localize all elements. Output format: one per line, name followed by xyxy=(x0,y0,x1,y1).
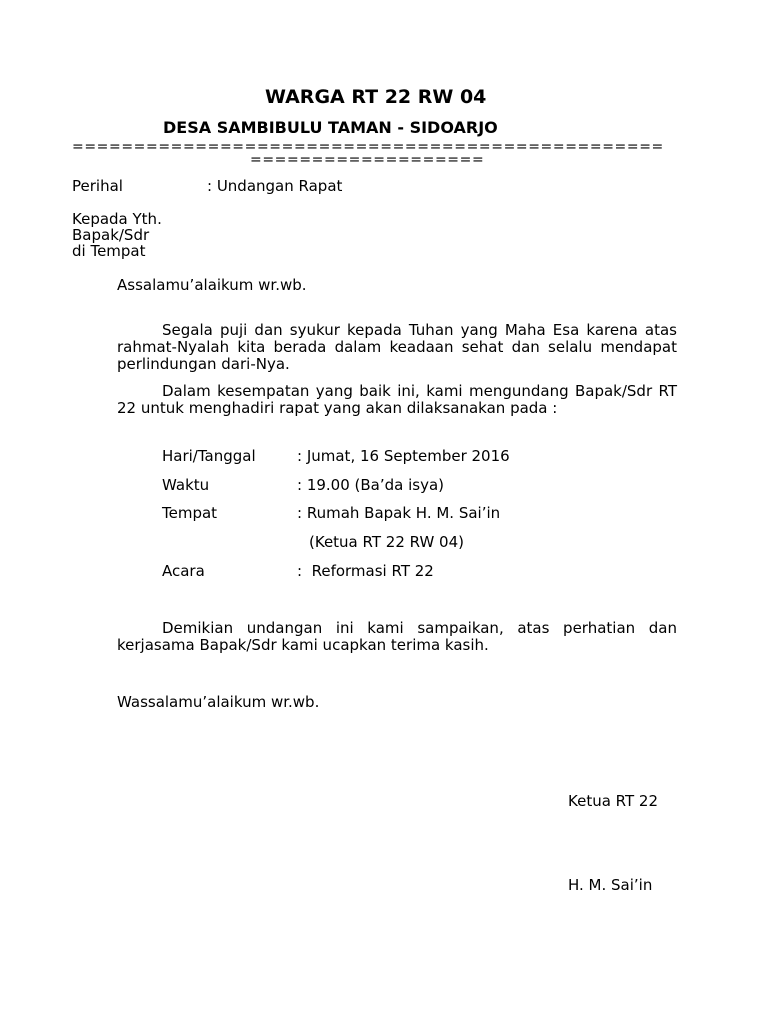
separator-line-2: =================== xyxy=(250,152,485,168)
signature-role: Ketua RT 22 xyxy=(568,792,659,810)
letterhead-subtitle: DESA SAMBIBULU TAMAN - SIDOARJO xyxy=(163,118,498,137)
time-value: : 19.00 (Ba’da isya) xyxy=(297,476,445,494)
paragraph-closing: Demikian undangan ini kami sampaikan, atas perhatian dan kerjasama Bapak/Sdr kami ucapkan terima kasih. xyxy=(117,619,677,654)
date-label: Hari/Tanggal xyxy=(162,447,256,465)
agenda-value: : Reformasi RT 22 xyxy=(297,562,434,580)
letterhead-title: WARGA RT 22 RW 04 xyxy=(265,86,487,108)
subject-label: Perihal xyxy=(72,177,123,195)
recipient-line-2: Bapak/Sdr xyxy=(72,226,150,244)
place-label: Tempat xyxy=(162,504,218,522)
signature-name: H. M. Sai’in xyxy=(568,876,653,894)
separator-line-1: ================================================ xyxy=(72,139,664,155)
greeting: Assalamu’alaikum wr.wb. xyxy=(117,276,307,294)
time-label: Waktu xyxy=(162,476,210,494)
recipient-line-1: Kepada Yth. xyxy=(72,210,162,228)
agenda-label: Acara xyxy=(162,562,205,580)
paragraph-opening: Segala puji dan syukur kepada Tuhan yang Maha Esa karena atas rahmat-Nyalah kita berada dalam keadaan sehat dan selalu mendapat perlindungan dari-Nya. xyxy=(117,321,677,373)
subject-value: : Undangan Rapat xyxy=(207,177,343,195)
paragraph-invitation: Dalam kesempatan yang baik ini, kami mengundang Bapak/Sdr RT 22 untuk menghadiri rapat yang akan dilaksanakan pada : xyxy=(117,382,677,417)
place-value: : Rumah Bapak H. M. Sai’in xyxy=(297,504,501,522)
place-note: (Ketua RT 22 RW 04) xyxy=(309,533,464,551)
date-value: : Jumat, 16 September 2016 xyxy=(297,447,510,465)
recipient-line-3: di Tempat xyxy=(72,242,146,260)
closing-greeting: Wassalamu’alaikum wr.wb. xyxy=(117,693,320,711)
